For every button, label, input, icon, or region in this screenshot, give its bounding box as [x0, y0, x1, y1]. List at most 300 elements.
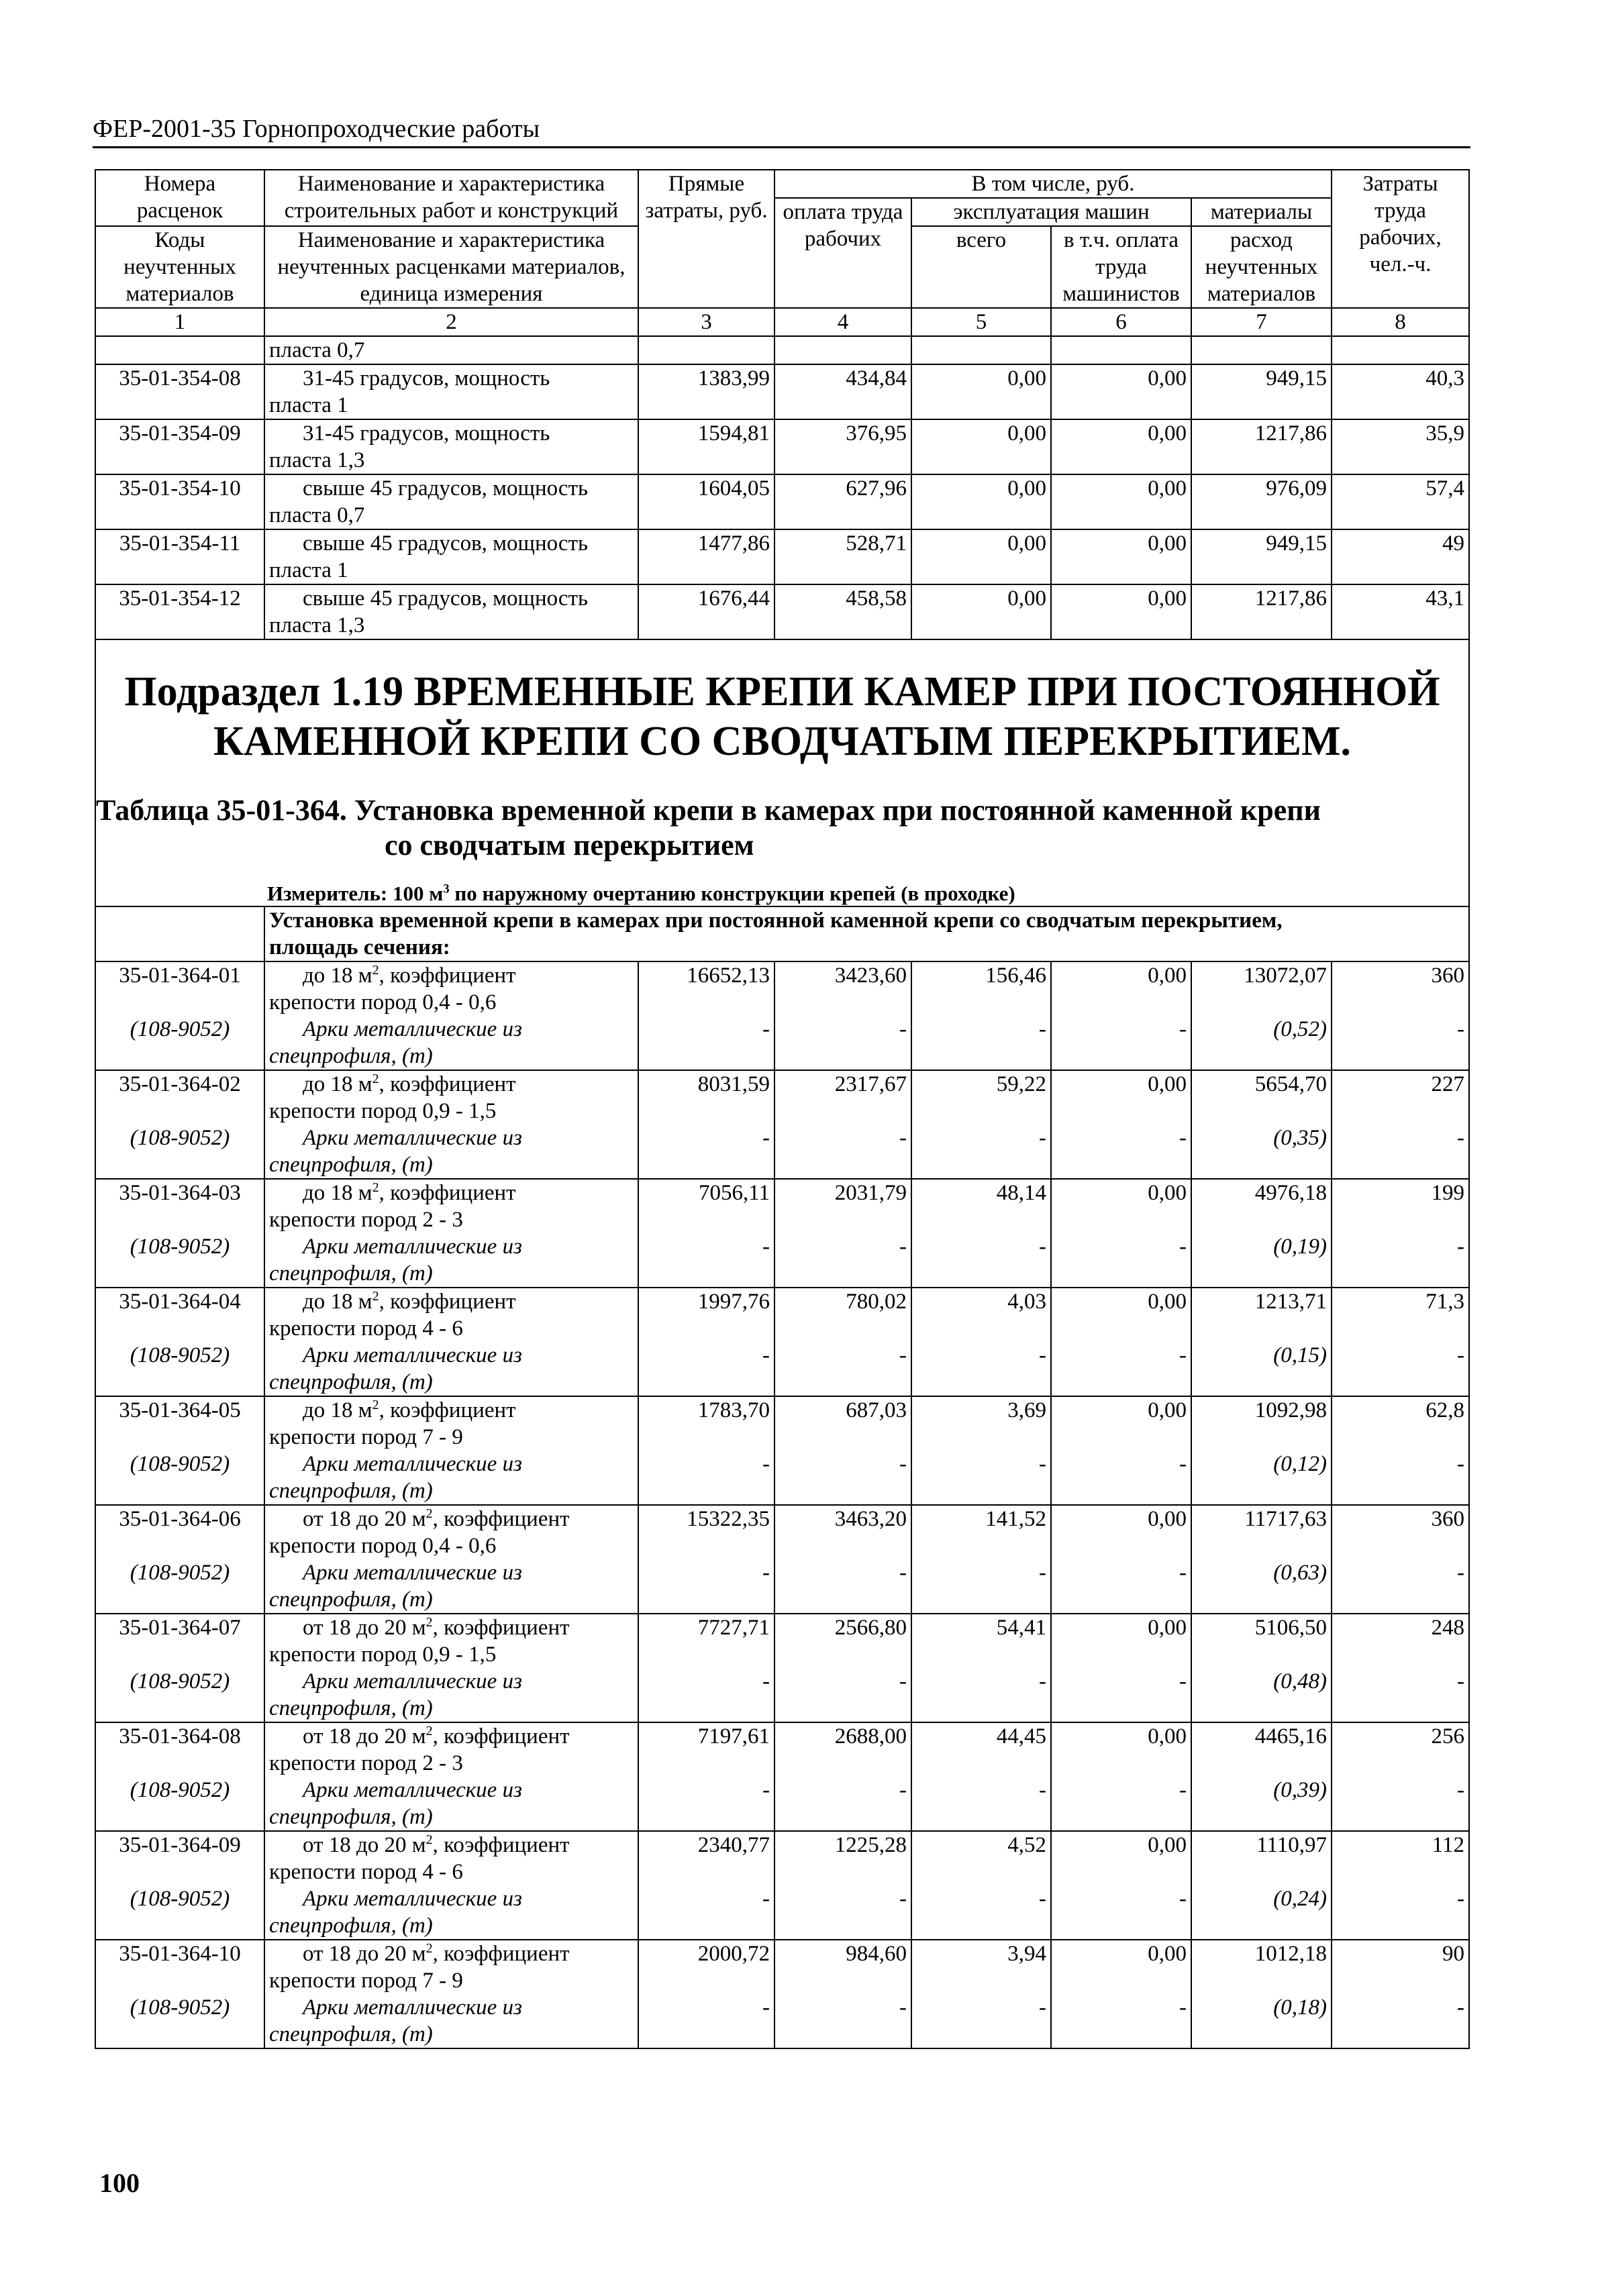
dash-cell: - [638, 1885, 774, 1940]
row-name [264, 1722, 638, 1777]
direct-costs: 1604,05 [638, 474, 774, 529]
table-row [95, 584, 1469, 639]
table-row [95, 1940, 1469, 1994]
materials: 949,15 [1191, 529, 1332, 584]
dash-cell: - [911, 1233, 1051, 1288]
row-name-line: крепости пород 4 - 6 [269, 1316, 463, 1341]
material-name-line: Арки металлические из [303, 1452, 522, 1476]
row-name [264, 474, 638, 529]
row-name-line: от 18 до 20 $м^2$, коэффициент [303, 1832, 570, 1857]
material-name [264, 1994, 638, 2048]
material-name [264, 1342, 638, 1396]
dash-cell: - [1332, 1451, 1469, 1505]
material-name [264, 1668, 638, 1722]
direct-costs: 8031,59 [638, 1070, 774, 1125]
materials: 5654,70 [1191, 1070, 1332, 1125]
col-materials-header: материалы [1191, 198, 1332, 226]
table-row [95, 1831, 1469, 1885]
dash-cell: - [911, 1994, 1051, 2048]
row-name [264, 1179, 638, 1233]
index-cell: 1 [95, 308, 264, 336]
row-name [264, 364, 638, 419]
dash-cell: - [911, 1885, 1051, 1940]
subsection-heading-line: КАМЕННОЙ КРЕПИ СО СВОДЧАТЫМ ПЕРЕКРЫТИЕМ. [213, 719, 1352, 764]
material-name-line: Арки металлические из [303, 1017, 522, 1041]
page-number: 100 [99, 2168, 140, 2198]
col-materials-unaccounted-header: расход неучтенных материалов [1191, 226, 1332, 308]
material-row [95, 1125, 1469, 1179]
machines-pay: 0,00 [1051, 1505, 1191, 1559]
rate-code: 35-01-364-02 [95, 1070, 264, 1125]
materials: 1217,86 [1191, 419, 1332, 474]
row-name [264, 584, 638, 639]
dash-cell: - [774, 1777, 911, 1831]
labor-hours: 43,1 [1332, 584, 1469, 639]
row-name [264, 1505, 638, 1559]
dash-cell: - [638, 1668, 774, 1722]
material-row [95, 1342, 1469, 1396]
dash-cell: - [911, 1777, 1051, 1831]
dash-cell: - [638, 1233, 774, 1288]
labor-hours: 57,4 [1332, 474, 1469, 529]
machines-pay: 0,00 [1051, 1288, 1191, 1342]
material-name [264, 1451, 638, 1505]
dash-cell: - [1332, 1559, 1469, 1614]
material-quantity: (0,12) [1191, 1451, 1332, 1505]
dash-cell: - [1332, 1233, 1469, 1288]
row-name-line: до 18 $м^2$, коэффициент [303, 963, 516, 988]
material-code: (108-9052) [95, 1777, 264, 1831]
row-name-line: до 18 $м^2$, коэффициент [303, 1180, 516, 1205]
materials: 5106,50 [1191, 1614, 1332, 1668]
direct-costs: 1676,44 [638, 584, 774, 639]
material-code: (108-9052) [95, 1342, 264, 1396]
direct-costs: 2340,77 [638, 1831, 774, 1885]
row-name-line: крепости пород 4 - 6 [269, 1860, 463, 1884]
material-code: (108-9052) [95, 1559, 264, 1614]
dash-cell: - [1332, 1668, 1469, 1722]
labor-pay: 1225,28 [774, 1831, 911, 1885]
row-name-line: до 18 $м^2$, коэффициент [303, 1289, 516, 1314]
dash-cell: - [911, 1125, 1051, 1179]
machines-total: 156,46 [911, 961, 1051, 1016]
table-row [95, 1722, 1469, 1777]
rate-code: 35-01-364-10 [95, 1940, 264, 1994]
machines-total: 0,00 [911, 364, 1051, 419]
machines-pay: 0,00 [1051, 1179, 1191, 1233]
table-row [95, 961, 1469, 1016]
machines-pay: 0,00 [1051, 1614, 1191, 1668]
material-row [95, 1451, 1469, 1505]
machines-total: 0,00 [911, 474, 1051, 529]
row-name-line: пласта 1 [269, 558, 348, 582]
rate-code: 35-01-364-07 [95, 1614, 264, 1668]
row-name-line: крепости пород 2 - 3 [269, 1208, 463, 1232]
labor-pay: 2317,67 [774, 1070, 911, 1125]
col-material-codes-header: Коды неучтенных материалов [95, 226, 264, 308]
table-row [95, 364, 1469, 419]
group-heading [264, 906, 1469, 961]
dash-cell: - [774, 1016, 911, 1070]
index-cell: 4 [774, 308, 911, 336]
row-name-line: крепости пород 0,9 - 1,5 [269, 1099, 497, 1123]
row-name-line: пласта 1,3 [269, 448, 365, 472]
dash-cell: - [1051, 1994, 1191, 2048]
dash-cell: - [1332, 1125, 1469, 1179]
labor-pay: 528,71 [774, 529, 911, 584]
row-name-line: свыше 45 градусов, мощность [303, 586, 589, 611]
labor-hours: 360 [1332, 961, 1469, 1016]
table-title-line: Таблица 35-01-364. Установка временной крепи в камерах при постоянной каменной крепи [96, 794, 1321, 827]
material-name-line: Арки металлические из [303, 1235, 522, 1259]
row-name-line: крепости пород 7 - 9 [269, 1425, 463, 1449]
row-name-line: от 18 до 20 $м^2$, коэффициент [303, 1724, 570, 1749]
table-row [95, 1288, 1469, 1342]
direct-costs: 2000,72 [638, 1940, 774, 1994]
rate-code: 35-01-364-06 [95, 1505, 264, 1559]
labor-hours: 62,8 [1332, 1396, 1469, 1451]
material-name-line: спецпрофиля, (т) [269, 1044, 433, 1068]
dash-cell: - [1332, 1342, 1469, 1396]
machines-pay: 0,00 [1051, 584, 1191, 639]
row-name-line: 31-45 градусов, мощность [303, 366, 550, 390]
material-name-line: Арки металлические из [303, 1995, 522, 2020]
material-name [264, 1233, 638, 1288]
col-rate-numbers-header: Номера расценок [95, 170, 264, 226]
index-cell: 3 [638, 308, 774, 336]
material-name [264, 1125, 638, 1179]
dash-cell: - [911, 1016, 1051, 1070]
dash-cell: - [911, 1559, 1051, 1614]
index-cell: 8 [1332, 308, 1469, 336]
machines-total: 59,22 [911, 1070, 1051, 1125]
labor-pay: 2566,80 [774, 1614, 911, 1668]
direct-costs: 7727,71 [638, 1614, 774, 1668]
labor-hours: 227 [1332, 1070, 1469, 1125]
row-name [264, 1288, 638, 1342]
labor-pay: 3463,20 [774, 1505, 911, 1559]
labor-pay: 2031,79 [774, 1179, 911, 1233]
materials: 949,15 [1191, 364, 1332, 419]
rate-code: 35-01-364-03 [95, 1179, 264, 1233]
materials: 13072,07 [1191, 961, 1332, 1016]
rate-code: 35-01-364-01 [95, 961, 264, 1016]
dash-cell: - [774, 1885, 911, 1940]
col-direct-costs-header: Прямые затраты, руб. [638, 170, 774, 308]
direct-costs: 1997,76 [638, 1288, 774, 1342]
dash-cell: - [1051, 1777, 1191, 1831]
row-name [264, 419, 638, 474]
row-name-line: пласта 1 [269, 393, 348, 417]
labor-hours: 199 [1332, 1179, 1469, 1233]
machines-pay: 0,00 [1051, 364, 1191, 419]
machines-pay: 0,00 [1051, 1396, 1191, 1451]
dash-cell: - [638, 1016, 774, 1070]
rate-code: 35-01-364-04 [95, 1288, 264, 1342]
dash-cell: - [774, 1125, 911, 1179]
labor-hours: 90 [1332, 1940, 1469, 1994]
dash-cell: - [774, 1559, 911, 1614]
material-name-line: спецпрофиля, (т) [269, 2022, 433, 2046]
material-name-line: спецпрофиля, (т) [269, 1587, 433, 1612]
col-machines-header: эксплуатация машин [911, 198, 1191, 226]
rate-code: 35-01-364-05 [95, 1396, 264, 1451]
index-cell: 7 [1191, 308, 1332, 336]
rate-code: 35-01-354-12 [95, 584, 264, 639]
materials: 4465,16 [1191, 1722, 1332, 1777]
col-machines-pay-header: в т.ч. оплата труда машинистов [1051, 226, 1191, 308]
labor-pay: 376,95 [774, 419, 911, 474]
material-quantity: (0,48) [1191, 1668, 1332, 1722]
row-name: пласта 0,7 [264, 336, 638, 364]
direct-costs: 16652,13 [638, 961, 774, 1016]
index-cell: 5 [911, 308, 1051, 336]
machines-total: 0,00 [911, 584, 1051, 639]
material-name-line: Арки металлические из [303, 1778, 522, 1802]
table-row [95, 529, 1469, 584]
material-name-line: Арки металлические из [303, 1561, 522, 1585]
col-machines-total-header: всего [911, 226, 1051, 308]
row-name-line: до 18 $м^2$, коэффициент [303, 1398, 516, 1422]
direct-costs: 1783,70 [638, 1396, 774, 1451]
material-name [264, 1016, 638, 1070]
col-labor-costs-header: Затраты труда рабочих, чел.-ч. [1332, 170, 1469, 308]
dash-cell: - [1051, 1016, 1191, 1070]
row-name-line: 31-45 градусов, мощность [303, 421, 550, 446]
col-labor-pay-header: оплата труда рабочих [774, 198, 911, 308]
machines-pay: 0,00 [1051, 1940, 1191, 1994]
row-name-line: крепости пород 2 - 3 [269, 1751, 463, 1775]
materials: 1213,71 [1191, 1288, 1332, 1342]
material-name-line: спецпрофиля, (т) [269, 1805, 433, 1829]
machines-pay: 0,00 [1051, 1722, 1191, 1777]
material-quantity: (0,18) [1191, 1994, 1332, 2048]
dash-cell: - [638, 1125, 774, 1179]
row-name-line: от 18 до 20 $м^2$, коэффициент [303, 1615, 570, 1640]
machines-pay: 0,00 [1051, 529, 1191, 584]
row-name [264, 1070, 638, 1125]
direct-costs: 1594,81 [638, 419, 774, 474]
machines-total: 44,45 [911, 1722, 1051, 1777]
dash-cell: - [774, 1342, 911, 1396]
machines-pay: 0,00 [1051, 474, 1191, 529]
dash-cell: - [774, 1668, 911, 1722]
material-code: (108-9052) [95, 1233, 264, 1288]
dash-cell: - [774, 1451, 911, 1505]
labor-hours: 248 [1332, 1614, 1469, 1668]
dash-cell: - [1332, 1885, 1469, 1940]
row-name-line: до 18 $м^2$, коэффициент [303, 1072, 516, 1096]
dash-cell: - [1051, 1668, 1191, 1722]
material-row [95, 1885, 1469, 1940]
row-name [264, 529, 638, 584]
labor-pay: 984,60 [774, 1940, 911, 1994]
material-name-line: спецпрофиля, (т) [269, 1261, 433, 1286]
subsection-heading [96, 667, 1468, 766]
direct-costs: 7197,61 [638, 1722, 774, 1777]
machines-pay: 0,00 [1051, 419, 1191, 474]
material-row [95, 1233, 1469, 1288]
labor-pay: 2688,00 [774, 1722, 911, 1777]
header-row-1 [95, 170, 1469, 198]
machines-total: 0,00 [911, 529, 1051, 584]
price-table [95, 169, 1470, 2049]
dash-cell: - [1051, 1451, 1191, 1505]
material-name [264, 1559, 638, 1614]
direct-costs: 1477,86 [638, 529, 774, 584]
material-code: (108-9052) [95, 1125, 264, 1179]
labor-pay: 458,58 [774, 584, 911, 639]
col-work-name-header: Наименование и характеристика строительных работ и конструкций [264, 170, 638, 226]
material-row [95, 1559, 1469, 1614]
labor-hours: 71,3 [1332, 1288, 1469, 1342]
material-code: (108-9052) [95, 1885, 264, 1940]
material-name-line: Арки металлические из [303, 1887, 522, 1911]
machines-pay: 0,00 [1051, 1831, 1191, 1885]
dash-cell: - [774, 1994, 911, 2048]
machines-total: 4,03 [911, 1288, 1051, 1342]
rate-code: 35-01-364-09 [95, 1831, 264, 1885]
dash-cell: - [1051, 1885, 1191, 1940]
material-name-line: Арки металлические из [303, 1126, 522, 1150]
group-empty [95, 906, 264, 961]
col-including-header: В том числе, руб. [774, 170, 1332, 198]
row-name-line: пласта 0,7 [269, 503, 365, 527]
dash-cell: - [911, 1668, 1051, 1722]
labor-pay: 434,84 [774, 364, 911, 419]
material-row [95, 1994, 1469, 2048]
dash-cell: - [638, 1451, 774, 1505]
machines-pay: 0,00 [1051, 961, 1191, 1016]
materials: 1110,97 [1191, 1831, 1332, 1885]
measure-unit: Измеритель: 100 $м^3$ по наружному очертанию конструкции крепей (в проходке) [267, 882, 1015, 905]
row-name [264, 1831, 638, 1885]
labor-pay: 3423,60 [774, 961, 911, 1016]
material-code: (108-9052) [95, 1994, 264, 2048]
row-name-line: от 18 до 20 $м^2$, коэффициент [303, 1941, 570, 1966]
machines-total: 4,52 [911, 1831, 1051, 1885]
column-index-row [95, 308, 1469, 336]
dash-cell: - [911, 1451, 1051, 1505]
material-name [264, 1777, 638, 1831]
rate-code: 35-01-354-11 [95, 529, 264, 584]
dash-cell: - [638, 1994, 774, 2048]
labor-hours: 49 [1332, 529, 1469, 584]
col-material-name-header: Наименование и характеристика неучтенных расценками материалов, единица измерения [264, 226, 638, 308]
material-name-line: спецпрофиля, (т) [269, 1153, 433, 1177]
material-name [264, 1885, 638, 1940]
material-name-line: Арки металлические из [303, 1343, 522, 1367]
dash-cell: - [1051, 1559, 1191, 1614]
dash-cell: - [638, 1777, 774, 1831]
dash-cell: - [1051, 1233, 1191, 1288]
section-title-row [95, 639, 1469, 906]
labor-pay: 627,96 [774, 474, 911, 529]
material-name-line: спецпрофиля, (т) [269, 1914, 433, 1938]
group-heading-line: Установка временной крепи в камерах при постоянной каменной крепи со сводчатым перекрытием, [269, 908, 1283, 933]
material-name-line: Арки металлические из [303, 1669, 522, 1693]
continuation-row [95, 336, 1469, 364]
section-title-block [95, 639, 1469, 906]
table-row [95, 1070, 1469, 1125]
materials: 11717,63 [1191, 1505, 1332, 1559]
machines-total: 3,94 [911, 1940, 1051, 1994]
table-row [95, 419, 1469, 474]
row-name-line: свыше 45 градусов, мощность [303, 476, 589, 501]
rate-code: 35-01-354-10 [95, 474, 264, 529]
material-quantity: (0,35) [1191, 1125, 1332, 1179]
labor-hours: 256 [1332, 1722, 1469, 1777]
materials: 976,09 [1191, 474, 1332, 529]
row-name [264, 961, 638, 1016]
row-name-line: крепости пород 0,4 - 0,6 [269, 1534, 497, 1558]
labor-hours: 360 [1332, 1505, 1469, 1559]
material-quantity: (0,52) [1191, 1016, 1332, 1070]
subsection-heading-line: Подраздел 1.19 ВРЕМЕННЫЕ КРЕПИ КАМЕР ПРИ ПОСТОЯННОЙ [124, 669, 1440, 715]
material-quantity: (0,15) [1191, 1342, 1332, 1396]
machines-total: 48,14 [911, 1179, 1051, 1233]
machines-pay: 0,00 [1051, 1070, 1191, 1125]
table-row [95, 1396, 1469, 1451]
table-row [95, 1614, 1469, 1668]
material-quantity: (0,24) [1191, 1885, 1332, 1940]
material-quantity: (0,63) [1191, 1559, 1332, 1614]
labor-hours: 112 [1332, 1831, 1469, 1885]
labor-pay: 687,03 [774, 1396, 911, 1451]
material-name-line: спецпрофиля, (т) [269, 1370, 433, 1394]
machines-total: 0,00 [911, 419, 1051, 474]
table-row [95, 1179, 1469, 1233]
row-name-line: пласта 1,3 [269, 613, 365, 637]
row-name-line: крепости пород 0,9 - 1,5 [269, 1642, 497, 1667]
rate-code: 35-01-354-08 [95, 364, 264, 419]
row-name [264, 1396, 638, 1451]
machines-total: 3,69 [911, 1396, 1051, 1451]
dash-cell: - [1332, 1994, 1469, 2048]
machines-total: 141,52 [911, 1505, 1051, 1559]
dash-cell: - [1051, 1125, 1191, 1179]
index-cell: 2 [264, 308, 638, 336]
material-name-line: спецпрофиля, (т) [269, 1479, 433, 1503]
materials: 1012,18 [1191, 1940, 1332, 1994]
table-title-line: со сводчатым перекрытием [385, 829, 754, 862]
direct-costs: 1383,99 [638, 364, 774, 419]
table-row [95, 1505, 1469, 1559]
material-quantity: (0,19) [1191, 1233, 1332, 1288]
material-row [95, 1777, 1469, 1831]
dash-cell: - [638, 1342, 774, 1396]
dash-cell: - [774, 1233, 911, 1288]
materials: 1217,86 [1191, 584, 1332, 639]
group-heading-line: площадь сечения: [269, 935, 450, 959]
dash-cell: - [1332, 1777, 1469, 1831]
rate-code: 35-01-364-08 [95, 1722, 264, 1777]
table-row [95, 474, 1469, 529]
index-cell: 6 [1051, 308, 1191, 336]
dash-cell: - [1332, 1016, 1469, 1070]
rate-code: 35-01-354-09 [95, 419, 264, 474]
direct-costs: 7056,11 [638, 1179, 774, 1233]
labor-hours: 35,9 [1332, 419, 1469, 474]
material-code: (108-9052) [95, 1016, 264, 1070]
material-code: (108-9052) [95, 1668, 264, 1722]
row-name-line: крепости пород 7 - 9 [269, 1969, 463, 1993]
material-quantity: (0,39) [1191, 1777, 1332, 1831]
material-row [95, 1668, 1469, 1722]
material-code: (108-9052) [95, 1451, 264, 1505]
material-row [95, 1016, 1469, 1070]
materials: 4976,18 [1191, 1179, 1332, 1233]
